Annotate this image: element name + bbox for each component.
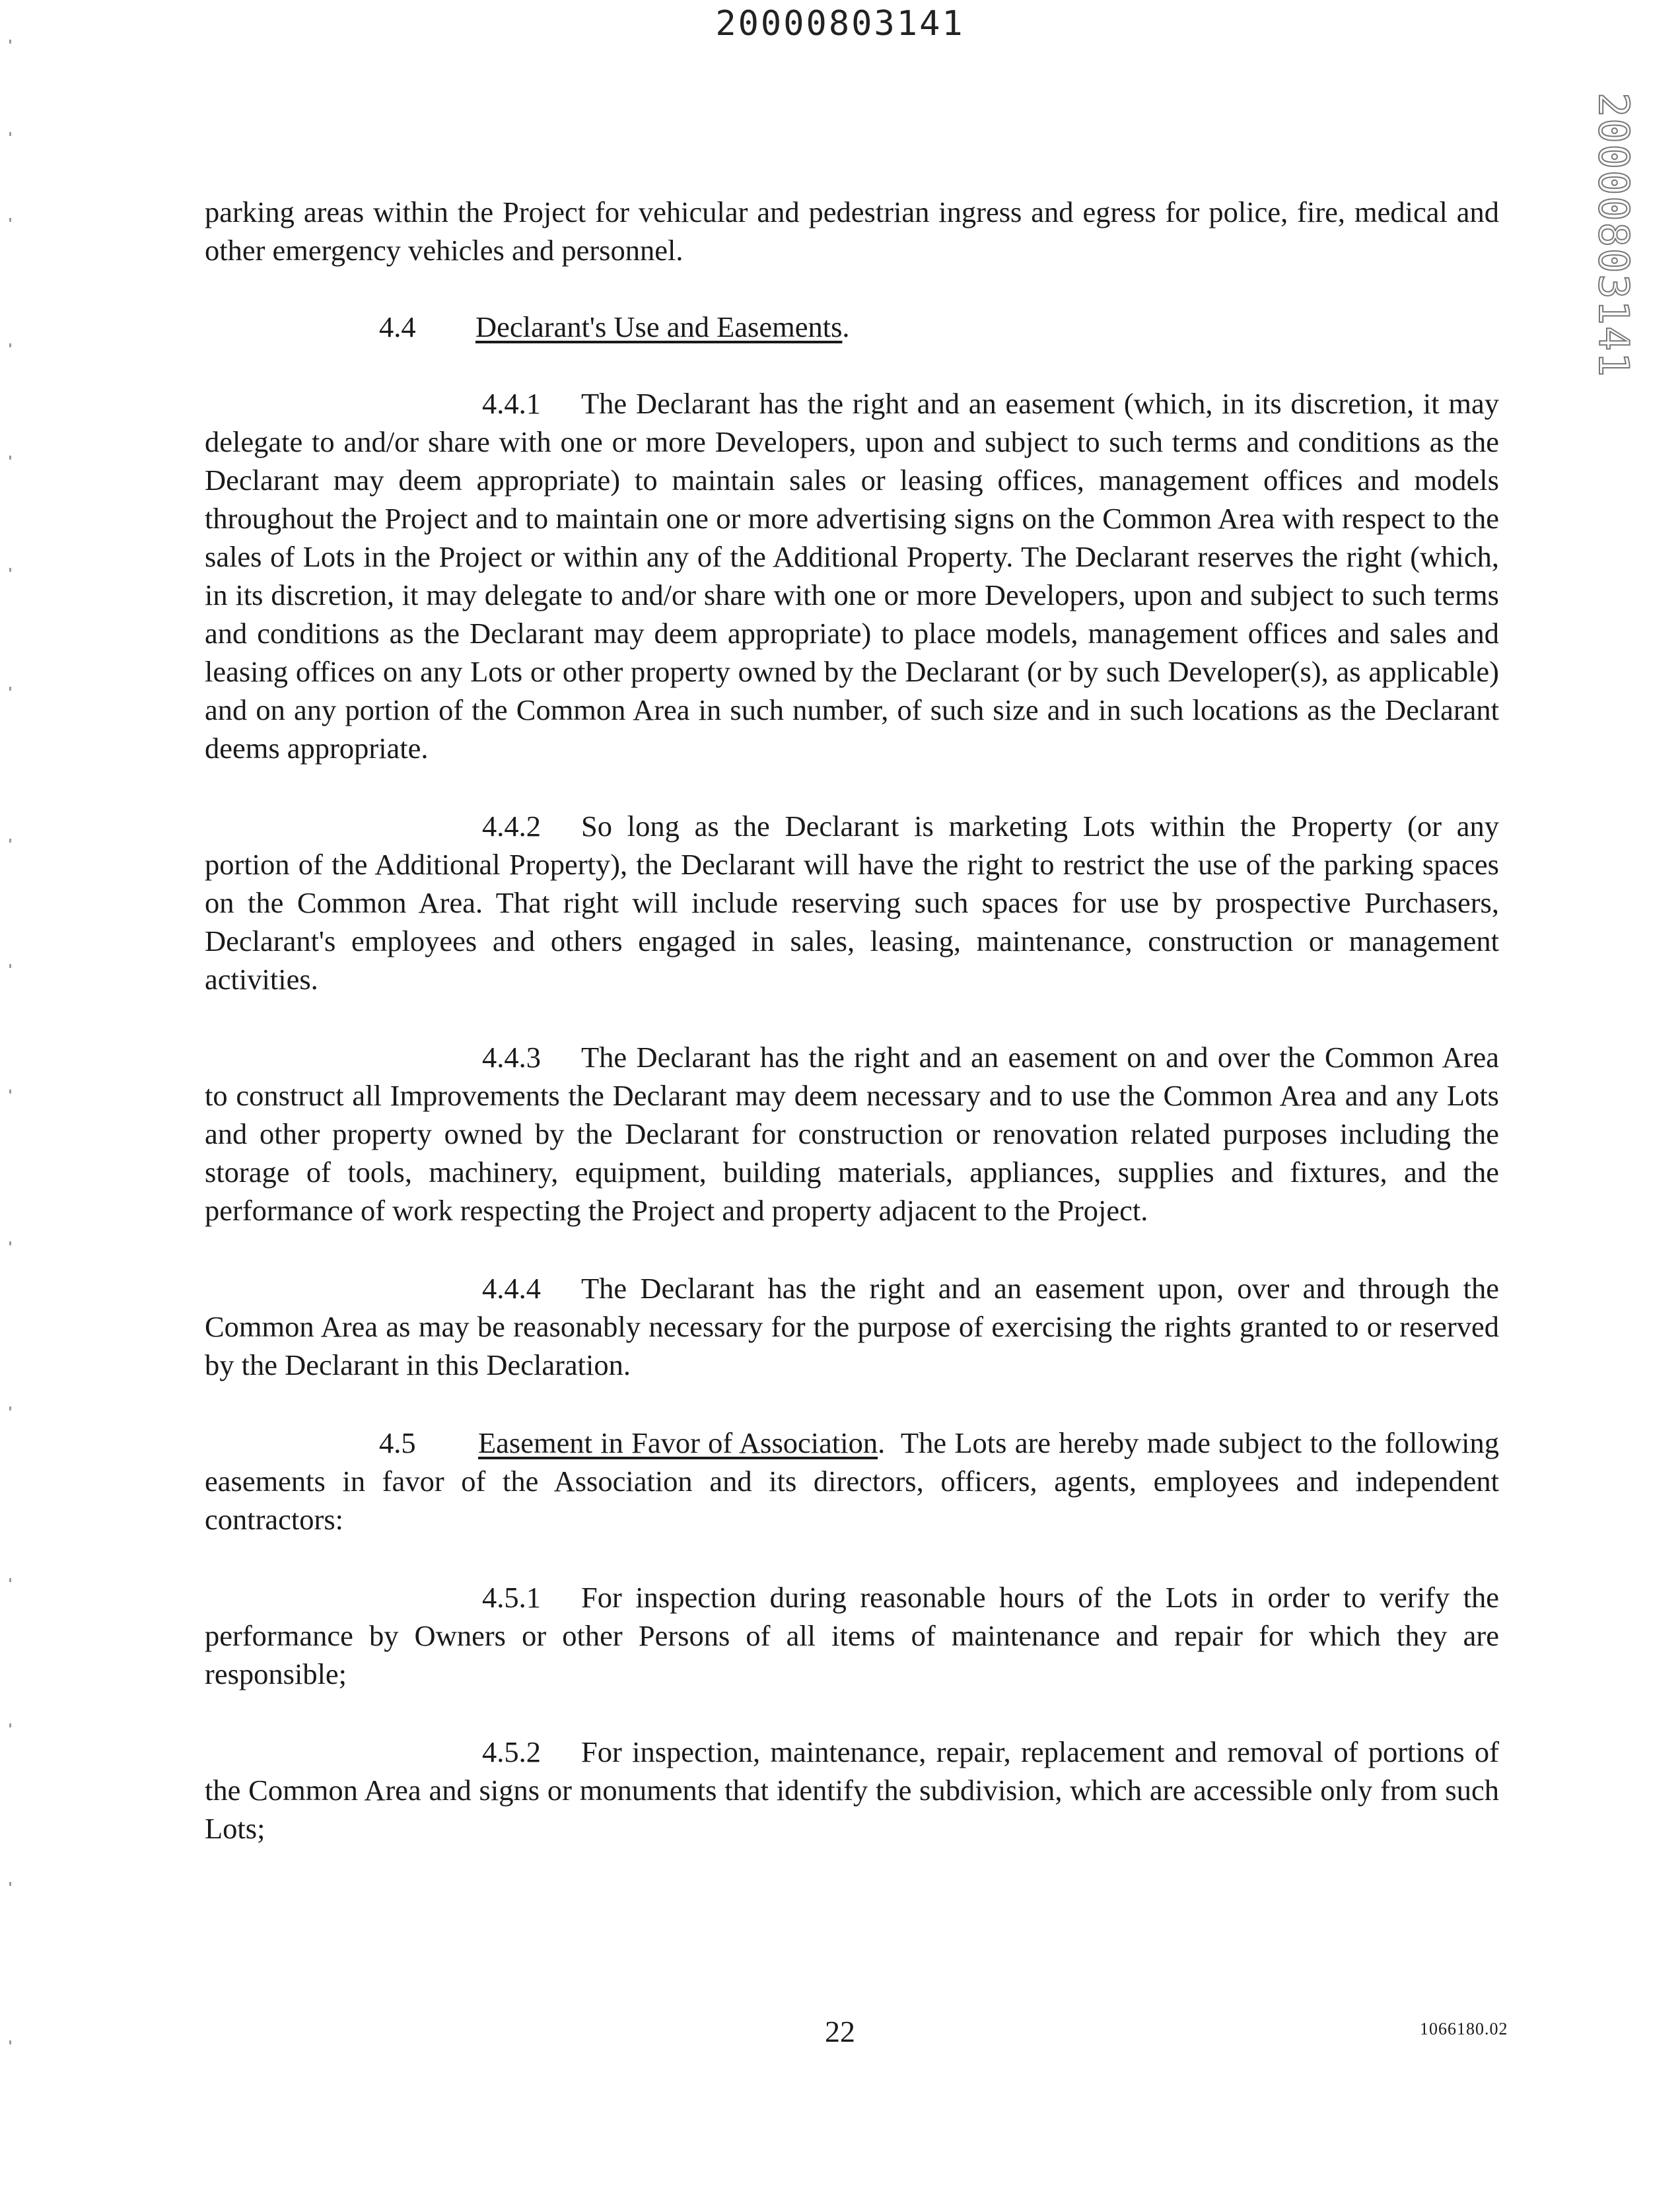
section-text: The Declarant has the right and an easement (which, in its discretion, it may delegate to and/or share with one or more Developers, upon and subject to such terms and conditions as the Declarant may deem appropriate) to maintain sales or leasing offices, management offices and models throughout the Project and to maintain one or more advertising signs on the Common Area with respect to the sales of Lots in the Project or within any of the Additional Property. The Declarant reserves the right (which, in its discretion, it may delegate to and/or share with one or more Developers, upon and subject to such terms and conditions as the Declarant may deem appropriate) to place models, management offices and sales and leasing offices on any Lots or other property owned by the Declarant (or by such Developer(s), as applicable) and on any portion of the Common Area in such number, of such size and in such locations as the Declarant deems appropriate.	[205, 387, 1499, 765]
document-reference-code: 1066180.02	[1420, 2019, 1508, 2038]
section-text: So long as the Declarant is marketing Lots within the Property (or any portion of the Additional Property), the Declarant will have the right to restrict the use of the parking spaces on the Common Area. That right will include reserving such spaces for use by prospective Purchasers, Declarant's employees and others engaged in sales, leasing, maintenance, construction or management activities.	[205, 810, 1499, 996]
section-text: The Lots are hereby made subject to the following easements in favor of the Association and its directors, officers, agents, employees and independent contractors:	[205, 1426, 1499, 1536]
section-4-4-heading	[205, 308, 1499, 346]
section-4-4-4	[205, 1269, 1499, 1384]
section-4-4-3	[205, 1038, 1499, 1230]
section-4-5	[205, 1424, 1499, 1539]
section-text: The Declarant has the right and an easement on and over the Common Area to construct all Improvements the Declarant may deem necessary and to use the Common Area and any Lots and other property owned by the Declarant for construction or renovation related purposes including the storage of tools, machinery, equipment, building materials, appliances, supplies and fixtures, and the performance of work respecting the Project and property adjacent to the Project.	[205, 1041, 1499, 1227]
section-number: 4.4	[379, 310, 416, 343]
section-number: 4.5.1	[482, 1581, 541, 1614]
section-title: Declarant's Use and Easements	[475, 310, 843, 343]
section-number: 4.4.1	[482, 387, 541, 420]
section-number: 4.4.3	[482, 1041, 541, 1074]
section-title-period: .	[878, 1426, 886, 1459]
page-number: 22	[825, 2015, 855, 2048]
section-text: For inspection during reasonable hours of the Lots in order to verify the performance by Owners or other Persons of all items of maintenance and repair for which they are responsible;	[205, 1581, 1499, 1690]
intro-paragraph: parking areas within the Project for vehicular and pedestrian ingress and egress for police, fire, medical and other emergency vehicles and personnel.	[205, 195, 1499, 267]
section-title: Easement in Favor of Association	[478, 1426, 878, 1459]
section-number: 4.4.2	[482, 810, 541, 843]
section-4-4-2	[205, 807, 1499, 998]
document-number-side-stamp: 20000803141	[1590, 92, 1638, 378]
scan-margin-artifacts	[0, 0, 26, 2187]
section-title-period: .	[842, 310, 850, 343]
document-body	[205, 193, 1499, 1887]
section-text: For inspection, maintenance, repair, replacement and removal of portions of the Common Area and signs or monuments that identify the subdivision, which are accessible only from such Lots;	[205, 1735, 1499, 1845]
section-text: The Declarant has the right and an easement upon, over and through the Common Area as may be reasonably necessary for the purpose of exercising the rights granted to or reserved by the Declarant in this Declaration.	[205, 1272, 1499, 1381]
section-4-5-1	[205, 1578, 1499, 1693]
document-number-header: 20000803141	[715, 4, 965, 44]
section-4-5-2	[205, 1733, 1499, 1848]
section-number: 4.5	[379, 1426, 416, 1459]
section-number: 4.5.2	[482, 1735, 541, 1768]
section-4-4-1	[205, 384, 1499, 767]
section-number: 4.4.4	[482, 1272, 541, 1305]
